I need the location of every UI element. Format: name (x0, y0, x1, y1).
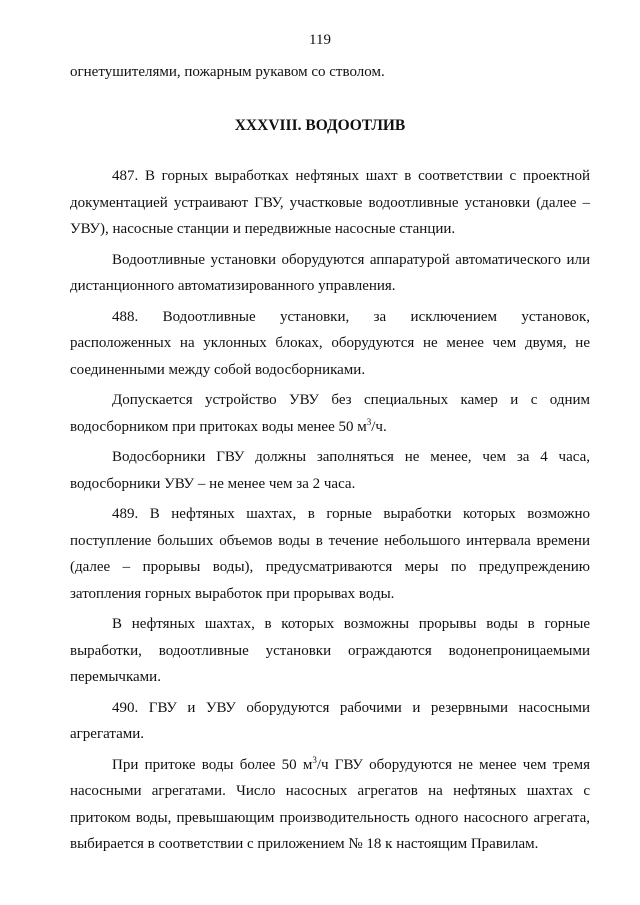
paragraph-text: /ч. (371, 418, 387, 435)
paragraph-489 (70, 501, 590, 607)
paragraph-text: В нефтяных шахтах, в горные выработки которых возможно поступление больших объемов воды в течение небольшого интервала времени (далее – прорывы воды), предусматриваются меры по предупреждению затопления горных выработок при прорывах воды. (70, 506, 590, 602)
page-number: 119 (309, 32, 331, 48)
paragraph-number: 487. (112, 168, 139, 184)
paragraph-text: При притоке воды более 50 м (112, 756, 313, 773)
paragraph-text: /ч ГВУ оборудуются не менее чем тремя насосными агрегатами. Число насосных агрегатов на нефтяных шахтах с притоком воды, превышающим производительность одного насосного агрегата, выбирается в соответствии с приложением № 18 к настоящим Правилам. (70, 756, 590, 852)
paragraph-number: 489. (112, 506, 139, 522)
paragraph-number: 490. (112, 699, 139, 716)
paragraph-text: В горных выработках нефтяных шахт в соответствии с проектной документацией устраивают ГВУ, участковые водоотливные установки (далее – УВУ), насосные станции и передвижные насосные станции. (70, 168, 590, 237)
paragraph-text: В нефтяных шахтах, в которых возможны прорывы воды в горные выработки, водоотливные установки ограждаются водонепроницаемыми перемычками. (70, 616, 590, 685)
paragraph-text: Водоотливные установки оборудуются аппаратурой автоматического или дистанционного автоматизированного управления. (70, 251, 590, 294)
paragraph-text: ГВУ и УВУ оборудуются рабочими и резервными насосными агрегатами. (70, 699, 591, 742)
paragraph-text: Допускается устройство УВУ без специальных камер и с одним водосборником при притоках воды менее 50 м (70, 392, 590, 435)
paragraph-text: Водосборники ГВУ должны заполняться не менее, чем за 4 часа, водосборники УВУ – не менее чем за 2 часа. (70, 449, 590, 492)
carryover-text: огнетушителями, пожарным рукавом со стволом. (70, 64, 385, 80)
paragraph-489-barriers (70, 611, 590, 691)
document-body (70, 163, 590, 862)
superscript: 3 (366, 416, 372, 427)
paragraph-490-pumps (70, 752, 590, 858)
paragraph-text: Водоотливные установки, за исключением установок, расположенных на уклонных блоках, оборудуются не менее чем двумя, не соединенными между собой водосборниками. (70, 308, 590, 378)
paragraph-487 (70, 163, 590, 243)
section-heading: XXXVIII. ВОДООТЛИВ (234, 117, 406, 134)
paragraph-487-control (70, 247, 590, 300)
paragraph-488-uvu (70, 387, 590, 440)
superscript: 3 (312, 754, 317, 765)
paragraph-490 (70, 695, 590, 748)
paragraph-488 (70, 304, 590, 384)
paragraph-488-fill (70, 444, 590, 497)
paragraph-number: 488. (112, 308, 139, 325)
